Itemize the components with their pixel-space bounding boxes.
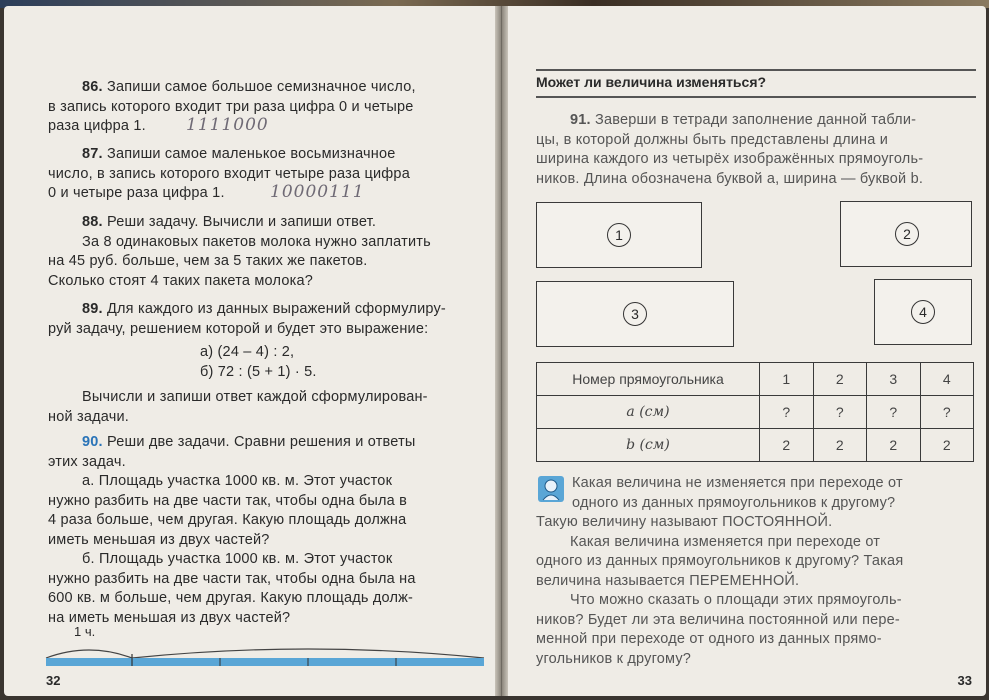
text-line: Запиши самое маленькое восьмизначное <box>107 146 396 162</box>
segment-label-1: 1 ч. <box>74 624 96 639</box>
text-line: величина называется ПЕРЕМЕННОЙ. <box>536 572 800 589</box>
heading-rule <box>536 69 976 71</box>
expression-b: б) 72 : (5 + 1) · 5. <box>200 363 317 380</box>
text-line: 600 кв. м больше, чем другая. Какую площадь долж- <box>48 590 414 606</box>
text-line: За 8 одинаковых пакетов молока нужно заплатить <box>82 233 431 250</box>
table-cell: ? <box>867 396 921 429</box>
text-line: раза цифра 1. <box>48 118 146 134</box>
rectangle-3 <box>536 281 734 347</box>
text-line: цы, в которой должны быть представлены длина и <box>536 131 889 148</box>
text-line: ной задачи. <box>48 408 130 425</box>
exercise-number: 88. <box>82 214 103 230</box>
table-cell: 3 <box>867 363 921 396</box>
exercise-91 <box>536 111 976 189</box>
exercise-90 <box>48 433 488 628</box>
constant-variable-text <box>536 474 976 669</box>
text-line: Реши задачу. Вычисли и запиши ответ. <box>107 214 377 230</box>
exercise-88 <box>48 213 488 291</box>
text-line: Такую величину называют ПОСТОЯННОЙ. <box>536 514 833 530</box>
text-line: Запиши самое большое семизначное число, <box>107 79 416 95</box>
text-line: ширина каждого из четырёх изображённых прямоуголь- <box>536 151 924 167</box>
text-line: Вычисли и запиши ответ каждой сформулирован- <box>82 389 428 405</box>
table-cell: a (см) <box>537 396 760 429</box>
text-line: на иметь меньшая из двух частей? <box>48 609 291 626</box>
exercise-87 <box>48 145 488 204</box>
dimensions-table <box>536 362 974 462</box>
text-line: 0 и четыре раза цифра 1. <box>48 185 225 201</box>
exercise-number: 90. <box>82 434 103 450</box>
heading-rule <box>536 96 976 98</box>
table-cell: ? <box>760 396 814 429</box>
text-line: иметь меньшая из двух частей? <box>48 531 270 548</box>
text-line: а. Площадь участка 1000 кв. м. Этот участок <box>82 473 393 489</box>
table-cell: ? <box>813 396 867 429</box>
page-number: 33 <box>957 673 972 688</box>
book-gutter <box>495 6 508 696</box>
text-line: на 45 руб. больше, чем за 5 таких же пакетов. <box>48 253 368 269</box>
section-heading: Может ли величина изменяться? <box>536 74 767 90</box>
left-page <box>4 6 495 696</box>
exercise-number: 87. <box>82 146 103 162</box>
text-line: Что можно сказать о площади этих прямоуголь- <box>570 592 902 608</box>
text-line: число, в запись которого входит четыре раза цифра <box>48 165 410 182</box>
table-cell: 2 <box>813 429 867 462</box>
table-cell: 1 <box>760 363 814 396</box>
text-line: одного из данных прямоугольников к другому? <box>572 494 896 511</box>
text-line: Сколько стоят 4 таких пакета молока? <box>48 272 313 289</box>
text-line: Реши две задачи. Сравни решения и ответы <box>107 434 416 450</box>
rectangle-number: 2 <box>895 222 919 246</box>
text-line: ников? Будет ли эта величина постоянной или пере- <box>536 611 900 628</box>
rectangle-4 <box>874 279 972 345</box>
handwritten-answer: 1111000 <box>186 115 269 135</box>
table-row <box>537 363 974 396</box>
exercise-89 <box>48 300 488 427</box>
table-cell: Номер прямоугольника <box>537 363 760 396</box>
handwritten-answer: 10000111 <box>270 182 365 202</box>
table-cell: 2 <box>813 363 867 396</box>
table-cell: b (см) <box>537 429 760 462</box>
rectangle-2 <box>840 201 972 267</box>
text-line: ников. Длина обозначена буквой a, ширина — буквой b. <box>536 170 924 187</box>
table-cell: 2 <box>920 429 974 462</box>
table-cell: 4 <box>920 363 974 396</box>
rectangle-number: 3 <box>623 302 647 326</box>
table-row <box>537 429 974 462</box>
text-line: одного из данных прямоугольников к другому? Такая <box>536 553 904 569</box>
text-line: этих задач. <box>48 453 126 470</box>
text-line: Какая величина изменяется при переходе от <box>570 533 881 550</box>
rectangle-1 <box>536 202 702 268</box>
rectangle-number: 4 <box>911 300 935 324</box>
text-line: в запись которого входит три раза цифра 0 и четыре <box>48 98 414 115</box>
right-page <box>508 6 986 696</box>
text-line: Для каждого из данных выражений сформулиру- <box>107 301 446 317</box>
segment-diagram <box>44 640 488 670</box>
table-cell: ? <box>920 396 974 429</box>
expression-a: а) (24 – 4) : 2, <box>200 344 295 360</box>
text-line: Заверши в тетради заполнение данной табли- <box>595 112 917 128</box>
rectangle-number: 1 <box>607 223 631 247</box>
exercise-number: 86. <box>82 79 103 95</box>
text-line: руй задачу, решением которой и будет это выражение: <box>48 320 429 337</box>
exercise-number: 89. <box>82 301 103 317</box>
page-number: 32 <box>46 673 61 688</box>
text-line: нужно разбить на две части так, чтобы одна была в <box>48 492 408 509</box>
table-cell: 2 <box>867 429 921 462</box>
exercise-number: 91. <box>570 112 591 128</box>
table-cell: 2 <box>760 429 814 462</box>
text-line: Какая величина не изменяется при переходе от <box>572 475 903 491</box>
text-line: б. Площадь участка 1000 кв. м. Этот участок <box>82 551 393 567</box>
text-line: менной при переходе от одного из данных прямо- <box>536 631 882 647</box>
text-line: угольников к другому? <box>536 650 692 667</box>
table-row <box>537 396 974 429</box>
text-line: нужно разбить на две части так, чтобы одна была на <box>48 570 416 587</box>
text-line: 4 раза больше, чем другая. Какую площадь должна <box>48 512 407 528</box>
